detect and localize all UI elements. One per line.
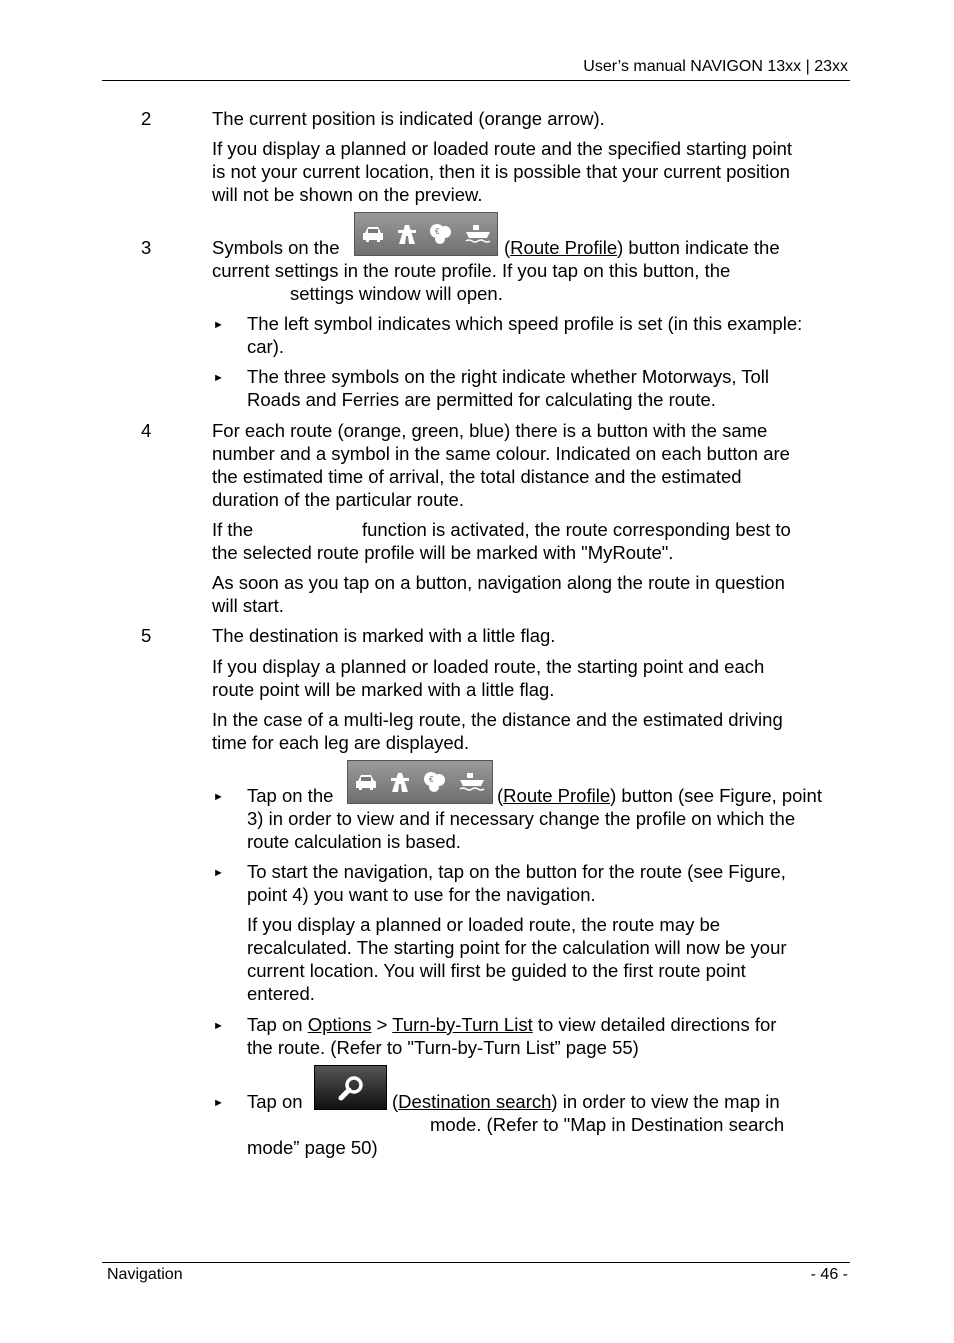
item-number: 4 (141, 420, 152, 441)
motorway-icon (395, 222, 419, 246)
route-profile-link[interactable]: Route Profile (503, 785, 611, 806)
paragraph-line: As soon as you tap on a button, navigation along the route in question (212, 572, 785, 593)
options-link[interactable]: Options (307, 1014, 372, 1035)
header-divider (102, 80, 850, 81)
paragraph-line: the estimated time of arrival, the total distance and the estimated (212, 466, 742, 487)
paragraph-line: Symbols on the (212, 237, 340, 258)
paragraph-line: To start the navigation, tap on the button for the route (see Figure, (247, 861, 786, 882)
paragraph-line: number and a symbol in the same colour. Indicated on each button are (212, 443, 790, 464)
paragraph-line: mode” page 50) (247, 1137, 378, 1158)
paragraph-line: time for each leg are displayed. (212, 732, 470, 753)
paragraph-line: current location. You will first be guided to the first route point (247, 960, 746, 981)
paragraph-line: function is activated, the route corresponding best to (362, 519, 791, 540)
paragraph-line: is not your current location, then it is possible that your current position (212, 161, 790, 182)
paragraph-line: will start. (212, 595, 284, 616)
paragraph-line: Tap on the (247, 785, 334, 806)
motorway-icon (388, 770, 412, 794)
footer-section: Navigation (107, 1266, 183, 1283)
ferry-icon (463, 222, 493, 246)
paragraph-line: The destination is marked with a little flag. (212, 625, 556, 646)
bullet-icon: ► (213, 1020, 224, 1032)
footer-divider (102, 1262, 850, 1263)
route-profile-ref: (Route Profile) button indicate the (504, 237, 780, 258)
toll-icon (422, 770, 448, 794)
destination-search-button[interactable] (314, 1065, 387, 1110)
page-number: - 46 - (810, 1266, 848, 1283)
paragraph-line: In the case of a multi-leg route, the distance and the estimated driving (212, 709, 783, 730)
bullet-icon: ► (213, 372, 224, 384)
paragraph-line: current settings in the route profile. If you tap on this button, the (212, 260, 731, 281)
paragraph-line: car). (247, 336, 284, 357)
paragraph-line: route calculation is based. (247, 831, 461, 852)
header-title: User’s manual NAVIGON 13xx | 23xx (583, 58, 848, 75)
paragraph-line: the route. (Refer to "Turn-by-Turn List” page 55) (247, 1037, 639, 1058)
destination-search-link[interactable]: Destination search (398, 1091, 552, 1112)
route-profile-button[interactable] (347, 760, 493, 804)
route-profile-link[interactable]: Route Profile (510, 237, 618, 258)
destination-search-ref: (Destination search) in order to view the map in (392, 1091, 780, 1112)
bullet-icon: ► (213, 867, 224, 879)
car-icon (353, 771, 379, 793)
paragraph-line: duration of the particular route. (212, 489, 464, 510)
bullet-icon: ► (213, 1097, 224, 1109)
bullet-icon: ► (213, 319, 224, 331)
paragraph-line: Roads and Ferries are permitted for calculating the route. (247, 389, 716, 410)
paragraph-line: The left symbol indicates which speed profile is set (in this example: (247, 313, 803, 334)
paragraph-line: If the (212, 519, 254, 540)
magnifier-icon (334, 1074, 368, 1102)
route-profile-button[interactable] (354, 212, 498, 256)
paragraph-line: If you display a planned or loaded route, the starting point and each (212, 656, 765, 677)
item-number: 3 (141, 237, 152, 258)
bullet-icon: ► (213, 791, 224, 803)
paragraph-line: mode. (Refer to "Map in Destination search (430, 1114, 785, 1135)
paragraph-line: settings window will open. (290, 283, 503, 304)
paragraph-line: For each route (orange, green, blue) there is a button with the same (212, 420, 768, 441)
paragraph-line: The three symbols on the right indicate whether Motorways, Toll (247, 366, 770, 387)
paragraph-line: route point will be marked with a little flag. (212, 679, 555, 700)
paragraph-line: will not be shown on the preview. (212, 184, 483, 205)
paragraph-line: point 4) you want to use for the navigation. (247, 884, 596, 905)
svg-text:€: € (434, 227, 439, 236)
svg-text:€: € (428, 775, 434, 784)
item-number: 2 (141, 108, 152, 129)
paragraph-line: If you display a planned or loaded route and the specified starting point (212, 138, 793, 159)
paragraph-line: The current position is indicated (orange arrow). (212, 108, 605, 129)
options-step: Tap on Options > Turn-by-Turn List to view detailed directions for (247, 1014, 777, 1035)
paragraph-line: entered. (247, 983, 315, 1004)
turn-by-turn-link[interactable]: Turn-by-Turn List (392, 1014, 533, 1035)
item-number: 5 (141, 625, 152, 646)
ferry-icon (457, 770, 487, 794)
route-profile-ref: (Route Profile) button (see Figure, point (497, 785, 822, 806)
paragraph-line: Tap on (247, 1091, 303, 1112)
paragraph-line: 3) in order to view and if necessary change the profile on which the (247, 808, 796, 829)
car-icon (360, 223, 386, 245)
toll-icon (428, 222, 454, 246)
paragraph-line: If you display a planned or loaded route, the route may be (247, 914, 721, 935)
paragraph-line: recalculated. The starting point for the calculation will now be your (247, 937, 787, 958)
paragraph-line: the selected route profile will be marked with "MyRoute". (212, 542, 674, 563)
